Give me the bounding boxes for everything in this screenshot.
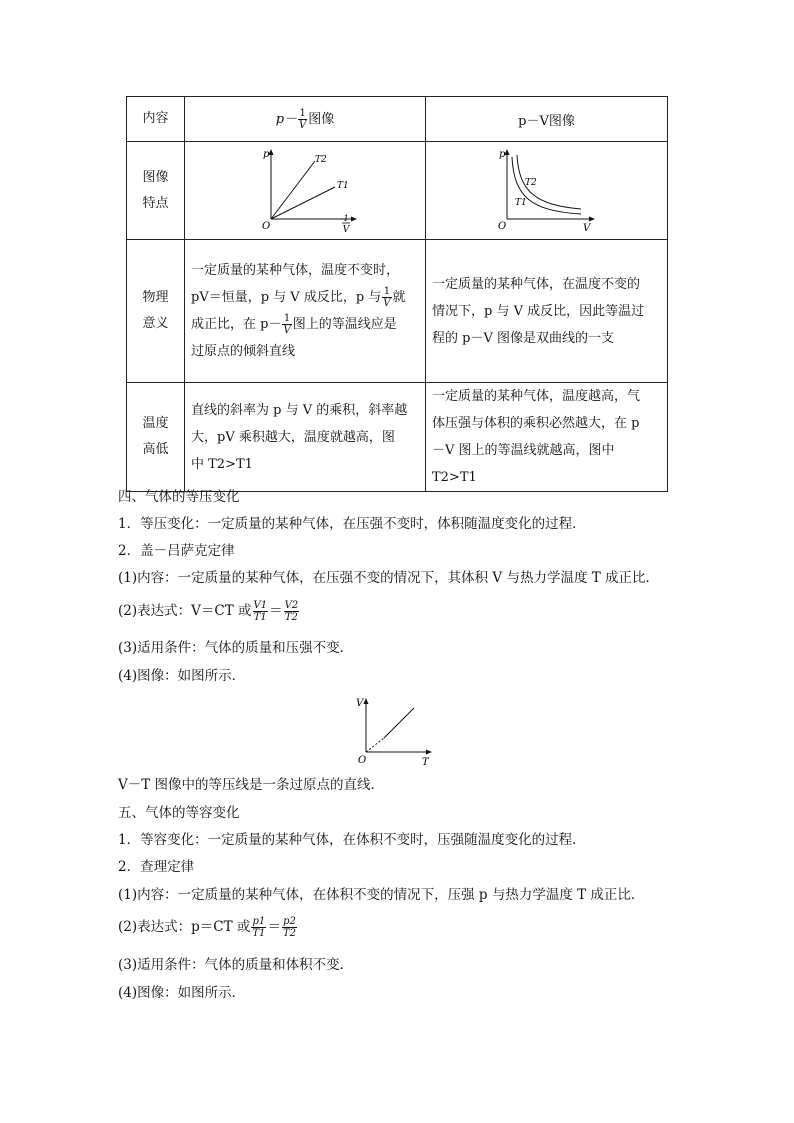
physical-right-text (426, 271, 667, 352)
fraction-numerator: p1 (252, 916, 266, 927)
x-axis-arrow (589, 216, 595, 221)
text-span: pV＝恒量，p 与 V 成反比，p 与 (191, 290, 382, 305)
text-line: 情况下，p 与 V 成反比，因此等温过 (432, 303, 645, 319)
formula-fraction-2 (282, 916, 297, 939)
formula-prefix: (2)表达式：p＝CT 或 (118, 919, 251, 935)
temperature-right-text (426, 383, 667, 491)
x-axis-label-den: V (342, 224, 350, 235)
isotherm-line-t2 (271, 161, 315, 219)
label-line: 温度 (142, 416, 169, 431)
header-label: 内容 (127, 97, 185, 142)
graph-p-v (487, 143, 607, 235)
curve-label-t1: T1 (514, 197, 527, 208)
graph-p-v-cell (426, 142, 668, 240)
section4-sub3: (3)适用条件：气体的质量和压强不变． (118, 640, 354, 656)
graph-p-inverse-v-cell (185, 142, 426, 240)
isotherm-line-t1 (271, 187, 335, 219)
x-axis-label-num: 1 (343, 213, 349, 223)
text-line: 大，pV 乘积越大，温度就越高，图 (191, 429, 395, 445)
section4-sub1: (1)内容：一定质量的某种气体，在压强不变的情况下，其体积 V 与热力学温度 T 成正比． (118, 570, 660, 586)
inline-fraction (382, 286, 391, 309)
x-axis-label: V (582, 222, 590, 234)
line-label-t1: T1 (337, 180, 349, 191)
fraction-numerator: 1 (383, 286, 391, 297)
header-p-v: p－V图像 (426, 97, 668, 142)
line-label-t2: T2 (315, 154, 327, 165)
label-line: 意义 (142, 316, 169, 331)
row-image-label (127, 142, 185, 240)
fraction-denominator: V (299, 119, 307, 131)
curve-label-t2: T2 (524, 177, 537, 188)
temperature-mid-text (185, 397, 425, 478)
label-line: 物理 (142, 290, 169, 305)
y-axis-arrow (364, 698, 369, 704)
graph-v-t-wrap (350, 692, 440, 772)
table-row-image (127, 142, 668, 240)
fraction-denominator: V (283, 325, 291, 336)
text-line: T2>T1 (432, 470, 477, 485)
formula-equals: ＝ (267, 919, 281, 935)
formula-prefix: (2)表达式：V＝CT 或 (118, 603, 252, 619)
section5-sub2 (118, 916, 298, 939)
origin-label: O (497, 220, 506, 232)
section5-item2: 2．查理定律 (118, 859, 195, 875)
section5-heading: 五、气体的等容变化 (118, 805, 240, 821)
isobar-line (384, 708, 414, 738)
fraction-denominator: T2 (284, 612, 298, 623)
text-line (191, 311, 419, 338)
text-line: 一定质量的某种气体，在温度不变的 (432, 276, 641, 292)
origin-label: O (262, 220, 271, 232)
x-axis-label: T (422, 757, 429, 768)
fraction-numerator: 1 (299, 107, 306, 119)
label-line: 特点 (142, 195, 169, 211)
fraction-numerator: 1 (283, 313, 291, 324)
temperature-mid-cell (185, 383, 426, 492)
section4-heading: 四、气体的等压变化 (118, 489, 240, 505)
text-line: 直线的斜率为 p 与 V 的乘积，斜率越 (191, 402, 408, 418)
row-physical-label (127, 240, 185, 383)
y-axis-label: p (498, 148, 505, 160)
text-line: －V 图上的等温线就越高，图中 (432, 443, 615, 458)
table-row-temperature (127, 383, 668, 492)
isobar-extrapolation (366, 738, 384, 752)
origin-label: O (358, 755, 367, 766)
text-span: 图上的等温线应是 (292, 317, 397, 332)
inline-fraction (282, 313, 291, 336)
text-line: 程的 p－V 图像是双曲线的一支 (432, 330, 614, 346)
text-line: 一定质量的某种气体，温度不变时， (191, 263, 400, 278)
y-axis-label: V (356, 698, 364, 709)
section5-sub3: (3)适用条件：气体的质量和体积不变． (118, 957, 354, 973)
header-mid-prefix: p－ (275, 111, 298, 127)
graph-v-t (350, 692, 440, 768)
section5-item1: 1．等容变化：一定质量的某种气体，在体积不变时，压强随温度变化的过程． (118, 832, 586, 848)
row-temperature-label (127, 383, 185, 492)
fraction-numerator: V1 (253, 600, 268, 611)
table-header-row (127, 97, 668, 142)
text-line: 中 T2>T1 (191, 456, 253, 472)
x-axis-arrow (426, 750, 432, 755)
text-span: 成正比，在 p－ (191, 317, 282, 332)
section4-sub4: (4)图像：如图所示． (118, 668, 246, 684)
formula-fraction-2 (284, 600, 300, 623)
fraction-denominator: T1 (252, 928, 266, 939)
fraction-denominator: V (383, 298, 391, 309)
formula-fraction-1 (253, 600, 269, 623)
fraction-numerator: V2 (284, 600, 299, 611)
formula-fraction-1 (251, 916, 266, 939)
fraction-denominator: T2 (282, 928, 296, 939)
section4-caption: V－T 图像中的等压线是一条过原点的直线． (118, 777, 385, 793)
label-line: 高低 (142, 442, 169, 457)
section5-sub4: (4)图像：如图所示． (118, 985, 246, 1001)
physical-right-cell (426, 240, 668, 383)
graph-p-inverse-v (245, 143, 365, 235)
fraction-numerator: p2 (283, 916, 296, 927)
temperature-right-cell (426, 383, 668, 492)
section4-item2: 2．盖－吕萨克定律 (118, 543, 235, 559)
physical-mid-cell (185, 240, 426, 383)
comparison-table (126, 96, 668, 492)
header-p-inverse-v (185, 97, 426, 142)
text-line (191, 284, 419, 311)
text-line: 过原点的倾斜直线 (191, 344, 296, 359)
formula-equals: ＝ (269, 603, 283, 619)
section4-item1: 1．等压变化：一定质量的某种气体，在压强不变时，体积随温度变化的过程． (118, 516, 586, 532)
physical-mid-text (185, 257, 425, 365)
table-row-physical (127, 240, 668, 383)
label-line: 图像 (142, 169, 169, 185)
y-axis-label: p (263, 148, 270, 160)
header-mid-fraction (298, 108, 307, 131)
text-line: 一定质量的某种气体，温度越高，气 (432, 389, 641, 404)
fraction-denominator: T1 (253, 612, 267, 623)
x-axis-arrow (351, 216, 357, 221)
header-mid-suffix: 图像 (308, 111, 335, 127)
section4-sub2 (118, 600, 300, 623)
text-span: 就 (392, 290, 406, 305)
text-line: 体压强与体积的乘积必然越大，在 p (432, 416, 640, 431)
section5-sub1: (1)内容：一定质量的某种气体，在体积不变的情况下，压强 p 与热力学温度 T 成正比． (118, 887, 645, 903)
